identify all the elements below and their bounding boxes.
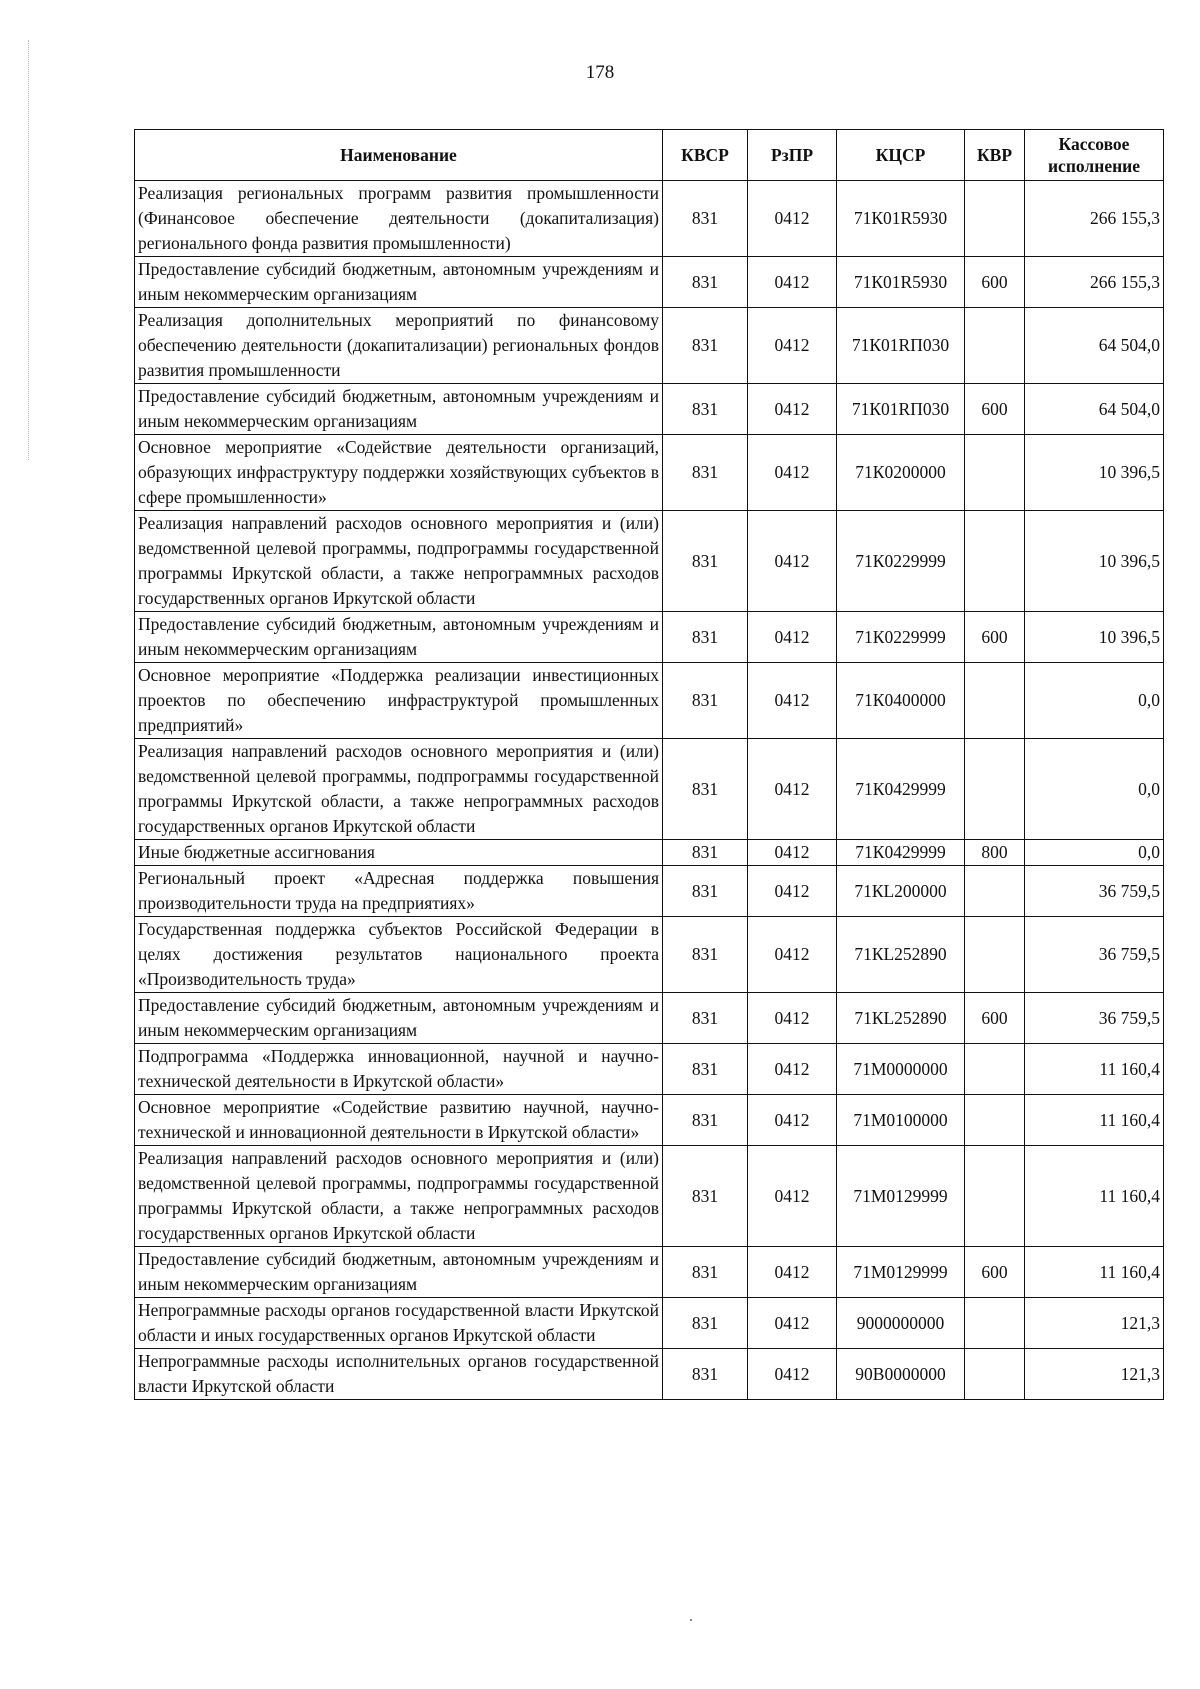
row-kvsr: 831	[663, 435, 748, 511]
row-kcsr: 71КL200000	[837, 866, 965, 917]
row-kvsr: 831	[663, 1298, 748, 1349]
row-name: Подпрограмма «Поддержка инновационной, научной и научно-технической деятельности в Иркутской области»	[135, 1044, 663, 1095]
row-rzpr: 0412	[748, 663, 837, 739]
row-kcsr: 71К0429999	[837, 739, 965, 840]
row-rzpr: 0412	[748, 511, 837, 612]
table-row	[135, 866, 1164, 917]
row-kvr	[965, 663, 1025, 739]
row-kvsr: 831	[663, 1095, 748, 1146]
row-kcsr: 71К0229999	[837, 612, 965, 663]
row-amount: 36 759,5	[1025, 993, 1164, 1044]
row-kcsr: 71К0200000	[837, 435, 965, 511]
row-rzpr: 0412	[748, 866, 837, 917]
budget-execution-table	[134, 129, 1164, 1400]
row-kvsr: 831	[663, 384, 748, 435]
row-kvr	[965, 1298, 1025, 1349]
row-kvsr: 831	[663, 739, 748, 840]
table-row	[135, 181, 1164, 257]
row-name: Государственная поддержка субъектов Российской Федерации в целях достижения результатов национального проекта «Производительность труда»	[135, 917, 663, 993]
row-kvr	[965, 1146, 1025, 1247]
row-rzpr: 0412	[748, 308, 837, 384]
row-name: Предоставление субсидий бюджетным, автономным учреждениям и иным некоммерческим организациям	[135, 384, 663, 435]
row-kvr	[965, 308, 1025, 384]
row-name: Региональный проект «Адресная поддержка повышения производительности труда на предприятиях»	[135, 866, 663, 917]
row-kvr	[965, 866, 1025, 917]
row-kcsr: 71К0229999	[837, 511, 965, 612]
table-row	[135, 435, 1164, 511]
row-amount: 11 160,4	[1025, 1146, 1164, 1247]
row-kvr	[965, 1095, 1025, 1146]
row-name: Непрограммные расходы исполнительных органов государственной власти Иркутской области	[135, 1349, 663, 1400]
row-name: Основное мероприятие «Поддержка реализации инвестиционных проектов по обеспечению инфраструктурой промышленных предприятий»	[135, 663, 663, 739]
row-kvr: 600	[965, 1247, 1025, 1298]
row-kvsr: 831	[663, 1247, 748, 1298]
table-row	[135, 663, 1164, 739]
row-amount: 36 759,5	[1025, 917, 1164, 993]
row-kvr: 800	[965, 840, 1025, 866]
row-kvsr: 831	[663, 1044, 748, 1095]
row-kvsr: 831	[663, 612, 748, 663]
scan-margin-marks	[28, 40, 33, 460]
table-row	[135, 1298, 1164, 1349]
row-amount: 64 504,0	[1025, 308, 1164, 384]
row-kvr	[965, 917, 1025, 993]
row-rzpr: 0412	[748, 384, 837, 435]
row-amount: 0,0	[1025, 663, 1164, 739]
row-kvr	[965, 1349, 1025, 1400]
row-kcsr: 9000000000	[837, 1298, 965, 1349]
table-row	[135, 308, 1164, 384]
table-row	[135, 1044, 1164, 1095]
row-name: Реализация региональных программ развития промышленности (Финансовое обеспечение деятельности (докапитализация) регионального фонда развития промышленности)	[135, 181, 663, 257]
row-rzpr: 0412	[748, 1146, 837, 1247]
row-amount: 11 160,4	[1025, 1044, 1164, 1095]
col-header-kvr: КВР	[965, 130, 1025, 181]
row-rzpr: 0412	[748, 435, 837, 511]
row-kvsr: 831	[663, 840, 748, 866]
table-row	[135, 511, 1164, 612]
table-row	[135, 612, 1164, 663]
row-name: Предоставление субсидий бюджетным, автономным учреждениям и иным некоммерческим организациям	[135, 257, 663, 308]
row-kvr: 600	[965, 993, 1025, 1044]
row-amount: 266 155,3	[1025, 181, 1164, 257]
row-rzpr: 0412	[748, 1247, 837, 1298]
row-kcsr: 71К01RП030	[837, 384, 965, 435]
row-amount: 121,3	[1025, 1298, 1164, 1349]
row-name: Основное мероприятие «Содействие деятельности организаций, образующих инфраструктуру поддержки хозяйствующих субъектов в сфере промышленности»	[135, 435, 663, 511]
row-name: Непрограммные расходы органов государственной власти Иркутской области и иных государственных органов Иркутской области	[135, 1298, 663, 1349]
page-number: 178	[585, 62, 615, 83]
row-amount: 11 160,4	[1025, 1095, 1164, 1146]
table-row	[135, 917, 1164, 993]
col-header-rzpr: РзПР	[748, 130, 837, 181]
row-rzpr: 0412	[748, 917, 837, 993]
row-kvsr: 831	[663, 1146, 748, 1247]
row-kvr	[965, 181, 1025, 257]
table-header-row	[135, 130, 1164, 181]
row-kvr: 600	[965, 612, 1025, 663]
col-header-amount: Кассовое исполнение	[1025, 130, 1164, 181]
row-kvr	[965, 1044, 1025, 1095]
row-rzpr: 0412	[748, 993, 837, 1044]
row-kvr	[965, 739, 1025, 840]
row-kvsr: 831	[663, 181, 748, 257]
row-kcsr: 71М0000000	[837, 1044, 965, 1095]
row-rzpr: 0412	[748, 257, 837, 308]
row-rzpr: 0412	[748, 181, 837, 257]
row-kvr: 600	[965, 384, 1025, 435]
table-row	[135, 384, 1164, 435]
scan-speck	[690, 1619, 692, 1621]
row-rzpr: 0412	[748, 1298, 837, 1349]
row-kcsr: 71К01R5930	[837, 181, 965, 257]
row-name: Реализация дополнительных мероприятий по финансовому обеспечению деятельности (докапитализации) региональных фондов развития промышленности	[135, 308, 663, 384]
row-kcsr: 90В0000000	[837, 1349, 965, 1400]
row-kvsr: 831	[663, 993, 748, 1044]
col-header-name: Наименование	[135, 130, 663, 181]
table-row	[135, 739, 1164, 840]
row-kvsr: 831	[663, 308, 748, 384]
row-name: Предоставление субсидий бюджетным, автономным учреждениям и иным некоммерческим организациям	[135, 1247, 663, 1298]
row-amount: 10 396,5	[1025, 435, 1164, 511]
row-name: Реализация направлений расходов основного мероприятия и (или) ведомственной целевой программы, подпрограммы государственной программы Иркутской области, а также непрограммных расходов государственных органов Иркутской области	[135, 1146, 663, 1247]
row-kvsr: 831	[663, 511, 748, 612]
row-kcsr: 71К01R5930	[837, 257, 965, 308]
row-kcsr: 71М0129999	[837, 1146, 965, 1247]
row-amount: 36 759,5	[1025, 866, 1164, 917]
col-header-kcsr: КЦСР	[837, 130, 965, 181]
row-kcsr: 71К01RП030	[837, 308, 965, 384]
row-kvr	[965, 435, 1025, 511]
row-amount: 266 155,3	[1025, 257, 1164, 308]
row-rzpr: 0412	[748, 612, 837, 663]
row-amount: 0,0	[1025, 739, 1164, 840]
row-kcsr: 71КL252890	[837, 917, 965, 993]
row-kvsr: 831	[663, 663, 748, 739]
row-amount: 121,3	[1025, 1349, 1164, 1400]
row-rzpr: 0412	[748, 739, 837, 840]
row-name: Предоставление субсидий бюджетным, автономным учреждениям и иным некоммерческим организациям	[135, 993, 663, 1044]
row-rzpr: 0412	[748, 1044, 837, 1095]
table-row	[135, 993, 1164, 1044]
row-name: Предоставление субсидий бюджетным, автономным учреждениям и иным некоммерческим организациям	[135, 612, 663, 663]
row-name: Реализация направлений расходов основного мероприятия и (или) ведомственной целевой программы, подпрограммы государственной программы Иркутской области, а также непрограммных расходов государственных органов Иркутской области	[135, 511, 663, 612]
row-kvsr: 831	[663, 866, 748, 917]
row-kcsr: 71М0129999	[837, 1247, 965, 1298]
row-kcsr: 71К0429999	[837, 840, 965, 866]
row-name: Основное мероприятие «Содействие развитию научной, научно-технической и инновационной деятельности в Иркутской области»	[135, 1095, 663, 1146]
row-kcsr: 71К0400000	[837, 663, 965, 739]
row-rzpr: 0412	[748, 840, 837, 866]
row-amount: 10 396,5	[1025, 511, 1164, 612]
row-kvsr: 831	[663, 257, 748, 308]
row-kvr: 600	[965, 257, 1025, 308]
row-name: Иные бюджетные ассигнования	[135, 840, 663, 866]
row-amount: 64 504,0	[1025, 384, 1164, 435]
row-amount: 11 160,4	[1025, 1247, 1164, 1298]
table-row	[135, 1247, 1164, 1298]
table-row	[135, 1095, 1164, 1146]
col-header-kvsr: КВСР	[663, 130, 748, 181]
row-kvr	[965, 511, 1025, 612]
table-row	[135, 257, 1164, 308]
row-rzpr: 0412	[748, 1095, 837, 1146]
row-amount: 0,0	[1025, 840, 1164, 866]
table-row	[135, 840, 1164, 866]
row-kvsr: 831	[663, 917, 748, 993]
row-kvsr: 831	[663, 1349, 748, 1400]
table-row	[135, 1349, 1164, 1400]
row-amount: 10 396,5	[1025, 612, 1164, 663]
row-kcsr: 71М0100000	[837, 1095, 965, 1146]
row-rzpr: 0412	[748, 1349, 837, 1400]
table-row	[135, 1146, 1164, 1247]
row-name: Реализация направлений расходов основного мероприятия и (или) ведомственной целевой программы, подпрограммы государственной программы Иркутской области, а также непрограммных расходов государственных органов Иркутской области	[135, 739, 663, 840]
row-kcsr: 71КL252890	[837, 993, 965, 1044]
